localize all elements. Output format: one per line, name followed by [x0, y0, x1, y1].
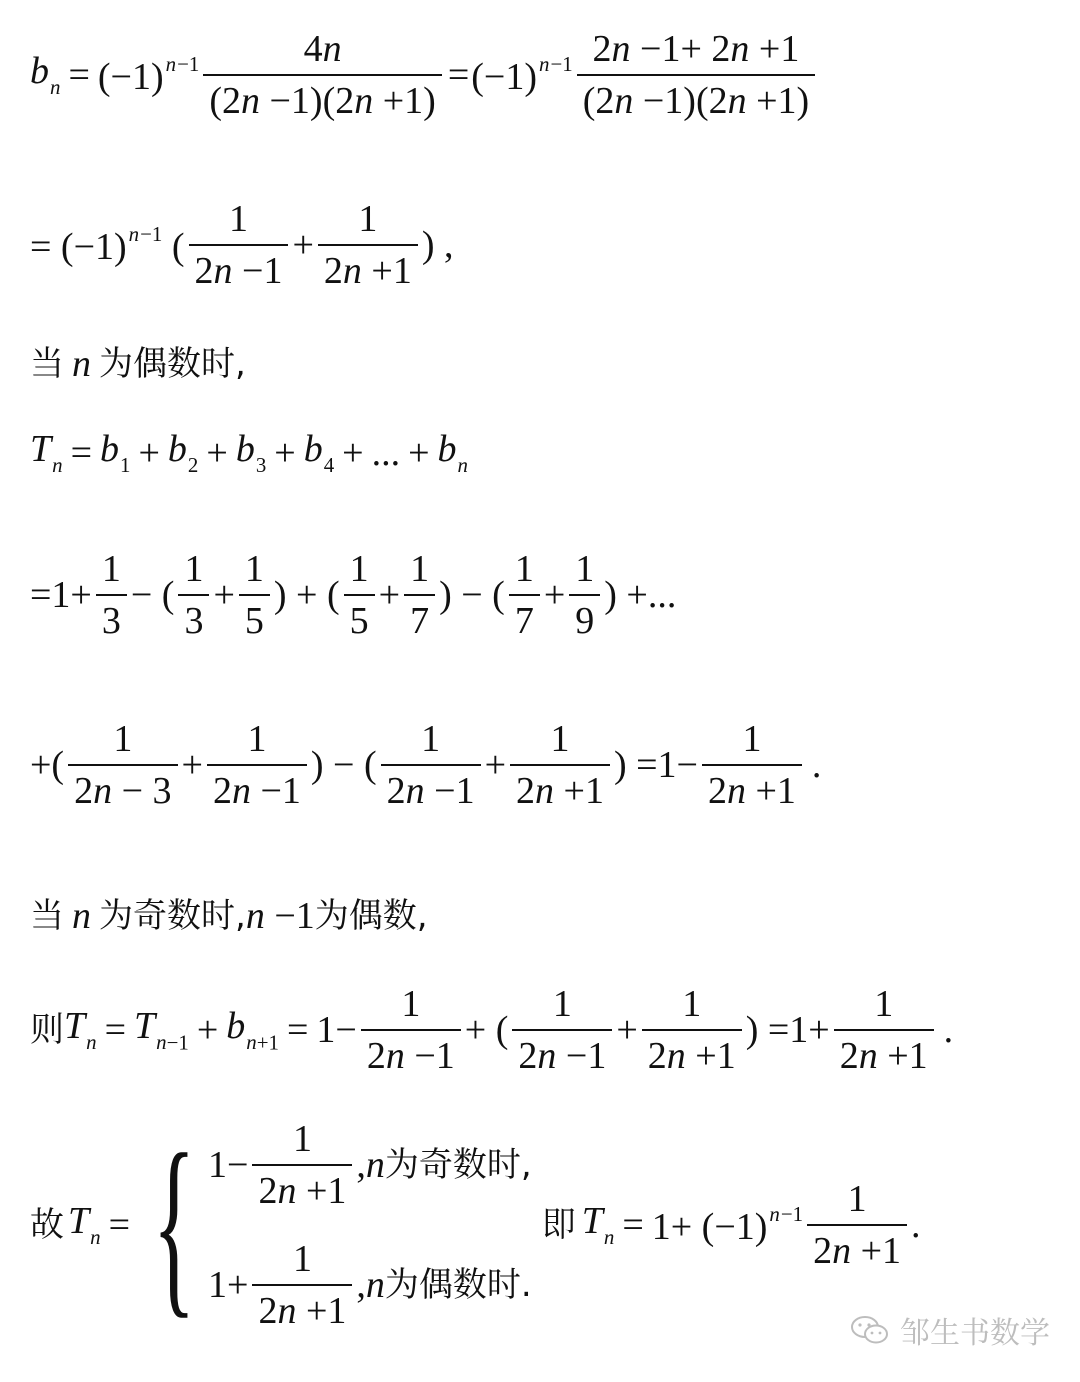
fraction: $\frac{1}{2n +1}$: [702, 720, 802, 810]
text-even: 为偶数时,: [99, 344, 246, 384]
fraction: $\frac{1}{2n -1}$: [189, 200, 289, 290]
fraction: $\frac{1}{2n -1}$: [361, 985, 461, 1075]
case-odd-heading: 当 n 为奇数时, n −1 为偶数,: [30, 895, 428, 937]
case-odd: 1− $\frac{1}{2n +1}$ ,n 为奇数时,: [208, 1118, 532, 1212]
fraction: $\frac{1}{2n - 3}$: [68, 720, 177, 810]
fraction: $\frac{1}{2n -1}$: [381, 720, 481, 810]
equation-expansion-tail: +( $\frac{1}{2n - 3}$ + $\frac{1}{2n -1}$ ) − ( $\frac{1}{2n -1}$ + $\frac{1}{2n +1}$ ) =1− $\frac{1}{2n +1}$ .: [30, 718, 822, 812]
text-ze: 则: [30, 1010, 64, 1050]
equation-tn-sum: $T_n$ = $b_1$ + $b_2$ + $b_3$ + $b_4$ + ... + $b_n$: [30, 428, 468, 478]
fraction: $\frac{1}{7}$: [404, 550, 435, 640]
text-dang: 当: [30, 896, 64, 936]
fraction: $\frac{1}{3}$: [178, 550, 209, 640]
equation-bn-split: = $(-1)^{n-1}$ ( $\frac{1}{2n -1}$ + $\frac{1}{2n +1}$ ) ,: [30, 198, 454, 292]
fraction: $\frac{1}{2n +1}$: [510, 720, 610, 810]
case-even: 1+ $\frac{1}{2n +1}$ ,n 为偶数时.: [208, 1238, 532, 1332]
fraction: $\frac{1}{3}$: [96, 550, 127, 640]
left-brace: {: [152, 1114, 196, 1335]
text-case-even: 为偶数时.: [384, 1265, 532, 1305]
watermark: [850, 1308, 1050, 1352]
text-dang: 当: [30, 344, 64, 384]
equation-expansion: =1+ $\frac{1}{3}$ − ( $\frac{1}{3}$ + $\frac{1}{5}$ ) + ( $\frac{1}{5}$ + $\frac{1}{7}$ ) − ( $\frac{1}{7}$ + $\frac{1}{9}$ ) +...: [30, 548, 677, 642]
fraction: $\frac{1}{2n +1}$: [834, 985, 934, 1075]
text-gu: 故: [30, 1205, 64, 1245]
fraction: $\frac{1}{2n +1}$: [318, 200, 418, 290]
text-ji: 即: [541, 1205, 576, 1245]
fraction: $\frac{1}{2n -1}$: [207, 720, 307, 810]
fraction: $\frac{4n}{(2n -1)(2n +1)}$: [203, 30, 442, 120]
watermark-label: 邹生书数学: [900, 1316, 1050, 1351]
equation-tn-odd: 则 $T_n$ = $T_{n-1}$ + $b_{n+1}$ = 1− $\frac{1}{2n -1}$ + ( $\frac{1}{2n -1}$ + $\frac{1}{2n +1}$ ) =1+ $\frac{1}{2n +1}$ .: [30, 983, 954, 1077]
fraction: $\frac{1}{5}$: [344, 550, 375, 640]
fraction: $\frac{1}{2n +1}$: [642, 985, 742, 1075]
case-even-heading: 当 n 为偶数时,: [30, 343, 246, 385]
equation-tn-piecewise: 故 $T_n$ = { 1− $\frac{1}{2n +1}$ ,n 为奇数时, 1+ $\frac{1}{2n +1}$ ,n 为偶数时. 即 $T_n$ = $1+ (-1)^{n-1}$ $\frac{1}{2n +1}$ .: [30, 1114, 921, 1335]
fraction: $\frac{1}{2n -1}$: [512, 985, 612, 1075]
fraction: $\frac{1}{2n +1}$: [252, 1120, 352, 1210]
fraction: $\frac{1}{7}$: [509, 550, 540, 640]
text-case-odd: 为奇数时,: [384, 1145, 532, 1185]
fraction: $\frac{2n -1+ 2n +1}{(2n -1)(2n +1)}$: [577, 30, 816, 120]
equation-bn-definition: $b_n$ = $(-1)^{n-1}$ $\frac{4n}{(2n -1)(2n +1)}$ = $(-1)^{n-1}$ $\frac{2n -1+ 2n +1}{(2n -1)(2n +1)}$: [30, 30, 819, 120]
wechat-icon: [850, 1314, 890, 1346]
fraction: $\frac{1}{9}$: [569, 550, 600, 640]
fraction: $\frac{1}{2n +1}$: [252, 1240, 352, 1330]
text-even-short: 为偶数,: [314, 896, 428, 936]
fraction: $\frac{1}{5}$: [239, 550, 270, 640]
fraction: $\frac{1}{2n +1}$: [807, 1180, 907, 1270]
text-odd: 为奇数时,: [99, 896, 246, 936]
